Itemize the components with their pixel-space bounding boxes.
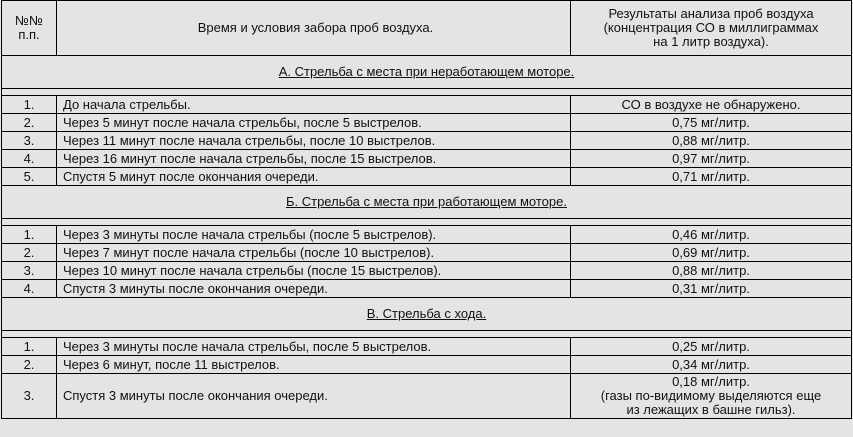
header-number: №№ п.п. xyxy=(2,1,57,56)
row-condition: Через 16 минут после начала стрельбы, после 15 выстрелов. xyxy=(57,150,571,168)
row-result: 0,25 мг/литр. xyxy=(571,338,852,356)
table-row xyxy=(2,168,852,186)
gap-cell xyxy=(2,219,852,226)
row-result: 0,31 мг/литр. xyxy=(571,280,852,298)
header-conditions: Время и условия забора проб воздуха. xyxy=(57,1,571,56)
row-condition: Спустя 3 минуты после окончания очереди. xyxy=(57,374,571,419)
section-title: Б. Стрельба с места при работающем моторе. xyxy=(285,194,567,209)
table-row xyxy=(2,114,852,132)
row-number: 1. xyxy=(2,96,57,114)
row-result: 0,69 мг/литр. xyxy=(571,244,852,262)
row-result: 0,71 мг/литр. xyxy=(571,168,852,186)
row-result: СО в воздухе не обнаружено. xyxy=(571,96,852,114)
gap-cell xyxy=(2,89,852,96)
row-result: 0,46 мг/литр. xyxy=(571,226,852,244)
row-condition: Через 5 минут после начала стрельбы, после 5 выстрелов. xyxy=(57,114,571,132)
table-row xyxy=(2,244,852,262)
section-gap-row xyxy=(2,89,852,96)
row-condition: Через 3 минуты после начала стрельбы (после 5 выстрелов). xyxy=(57,226,571,244)
header-row xyxy=(2,1,852,56)
header-results: Результаты анализа проб воздуха (концентрация СО в миллиграммах на 1 литр воздуха). xyxy=(571,1,852,56)
section-title-cell xyxy=(2,186,852,219)
table-row xyxy=(2,132,852,150)
section-gap-row xyxy=(2,219,852,226)
row-number: 4. xyxy=(2,150,57,168)
row-condition: Через 3 минуты после начала стрельбы, после 5 выстрелов. xyxy=(57,338,571,356)
row-condition: Через 7 минут после начала стрельбы (после 10 выстрелов). xyxy=(57,244,571,262)
table-row xyxy=(2,262,852,280)
section-header-row xyxy=(2,56,852,89)
row-result: 0,18 мг/литр. (газы по-видимому выделяются еще из лежащих в башне гильз). xyxy=(571,374,852,419)
row-result: 0,75 мг/литр. xyxy=(571,114,852,132)
row-number: 2. xyxy=(2,244,57,262)
section-header-row xyxy=(2,298,852,331)
table-row xyxy=(2,356,852,374)
row-number: 2. xyxy=(2,114,57,132)
row-number: 3. xyxy=(2,132,57,150)
section-title-cell xyxy=(2,56,852,89)
table-body xyxy=(2,1,852,419)
co-analysis-table xyxy=(1,0,852,419)
row-number: 4. xyxy=(2,280,57,298)
gap-cell xyxy=(2,331,852,338)
table-row xyxy=(2,374,852,419)
row-number: 2. xyxy=(2,356,57,374)
row-result: 0,97 мг/литр. xyxy=(571,150,852,168)
section-title: В. Стрельба с хода. xyxy=(366,306,487,321)
row-condition: Через 11 минут после начала стрельбы, после 10 выстрелов. xyxy=(57,132,571,150)
table-row xyxy=(2,338,852,356)
row-result: 0,88 мг/литр. xyxy=(571,132,852,150)
row-number: 1. xyxy=(2,226,57,244)
table-row xyxy=(2,280,852,298)
section-header-row xyxy=(2,186,852,219)
row-number: 1. xyxy=(2,338,57,356)
section-gap-row xyxy=(2,331,852,338)
row-result: 0,34 мг/литр. xyxy=(571,356,852,374)
row-number: 3. xyxy=(2,374,57,419)
table-row xyxy=(2,96,852,114)
row-condition: Через 10 минут после начала стрельбы (после 15 выстрелов). xyxy=(57,262,571,280)
table-row xyxy=(2,226,852,244)
row-condition: Спустя 3 минуты после окончания очереди. xyxy=(57,280,571,298)
row-condition: Через 6 минут, после 11 выстрелов. xyxy=(57,356,571,374)
table-row xyxy=(2,150,852,168)
row-condition: Спустя 5 минут после окончания очереди. xyxy=(57,168,571,186)
section-title-cell xyxy=(2,298,852,331)
row-result: 0,88 мг/литр. xyxy=(571,262,852,280)
row-number: 5. xyxy=(2,168,57,186)
section-title: А. Стрельба с места при неработающем моторе. xyxy=(278,64,575,79)
row-number: 3. xyxy=(2,262,57,280)
row-condition: До начала стрельбы. xyxy=(57,96,571,114)
